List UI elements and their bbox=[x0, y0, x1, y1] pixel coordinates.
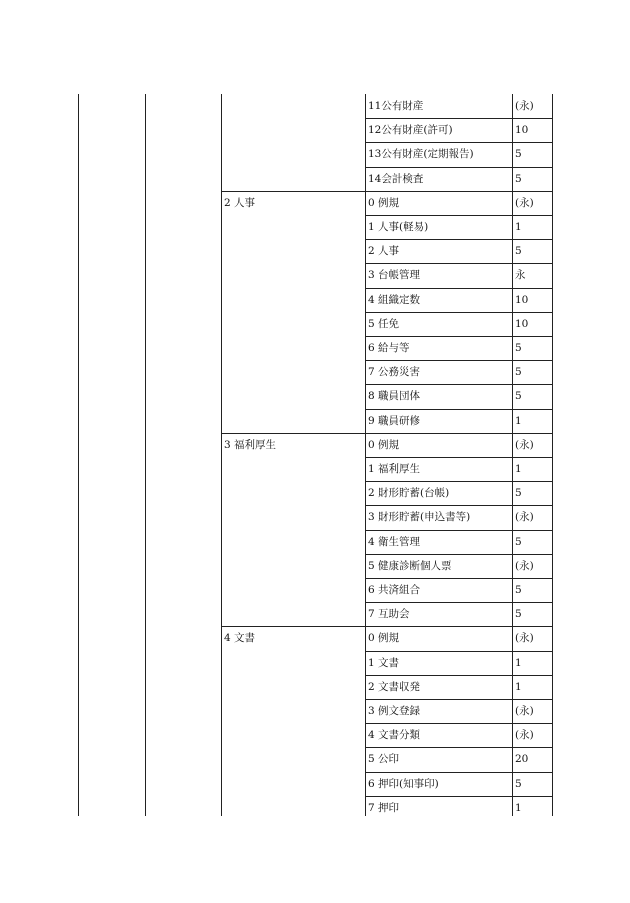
subcategory-name: 4 文書分類 bbox=[368, 729, 421, 742]
subcategory-name: 2 人事 bbox=[368, 245, 400, 258]
subcategory-name: 7 公務災害 bbox=[368, 366, 421, 379]
retention-period: 5 bbox=[515, 777, 522, 790]
subcategory-name: 13公有財産(定期報告) bbox=[368, 148, 474, 161]
retention-period: 5 bbox=[515, 535, 522, 548]
retention-period: 永 bbox=[515, 269, 526, 282]
subcategory-name: 1 文書 bbox=[368, 656, 400, 669]
subcategory-name: 6 共済組合 bbox=[368, 584, 421, 596]
subcategory-name: 3 財形貯蓄(申込書等) bbox=[368, 511, 471, 524]
subcategory-name: 1 人事(軽易) bbox=[368, 221, 429, 233]
column-rule bbox=[365, 94, 366, 816]
subcategory-name: 6 給与等 bbox=[368, 342, 410, 354]
retention-period: 5 bbox=[515, 608, 522, 621]
subcategory-name: 0 例規 bbox=[368, 632, 400, 645]
subcategory-name: 1 福利厚生 bbox=[368, 463, 421, 475]
retention-period: 1 bbox=[515, 463, 522, 475]
retention-period: 1 bbox=[515, 221, 522, 233]
column-rule bbox=[78, 94, 79, 816]
retention-period: 5 bbox=[515, 245, 522, 258]
retention-period: (永) bbox=[515, 729, 534, 742]
retention-period: 1 bbox=[515, 680, 522, 693]
column-rule bbox=[552, 94, 553, 816]
retention-period: 10 bbox=[515, 124, 529, 137]
retention-period: 5 bbox=[515, 487, 522, 500]
subcategory-name: 7 互助会 bbox=[368, 608, 410, 621]
subcategory-name: 0 例規 bbox=[368, 438, 400, 451]
subcategory-name: 5 任免 bbox=[368, 317, 400, 330]
retention-period: 10 bbox=[515, 293, 529, 306]
retention-period: (永) bbox=[515, 438, 534, 451]
retention-period: 5 bbox=[515, 172, 522, 185]
subcategory-name: 3 例文登録 bbox=[368, 705, 421, 717]
subcategory-name: 7 押印 bbox=[368, 801, 400, 814]
subcategory-name: 5 公印 bbox=[368, 753, 400, 766]
subcategory-name: 4 組織定数 bbox=[368, 293, 421, 306]
subcategory-name: 12公有財産(許可) bbox=[368, 124, 453, 137]
subcategory-name: 6 押印(知事印) bbox=[368, 777, 439, 790]
retention-period: (永) bbox=[515, 632, 534, 645]
category-label: 4 文書 bbox=[224, 632, 256, 645]
column-rule bbox=[145, 94, 146, 816]
subcategory-name: 0 例規 bbox=[368, 196, 400, 209]
retention-period: 5 bbox=[515, 584, 522, 596]
retention-period: 1 bbox=[515, 656, 522, 669]
retention-period: 1 bbox=[515, 801, 522, 814]
subcategory-name: 11公有財産 bbox=[368, 100, 424, 112]
subcategory-name: 2 財形貯蓄(台帳) bbox=[368, 487, 450, 500]
retention-period: 5 bbox=[515, 148, 522, 161]
retention-period: 10 bbox=[515, 317, 529, 330]
retention-period: 5 bbox=[515, 366, 522, 379]
subcategory-name: 8 職員団体 bbox=[368, 390, 421, 403]
subcategory-name: 5 健康診断個人票 bbox=[368, 559, 452, 572]
subcategory-name: 14会計検査 bbox=[368, 172, 424, 185]
subcategory-name: 2 文書収発 bbox=[368, 680, 421, 693]
column-rule bbox=[221, 94, 222, 816]
category-label: 3 福利厚生 bbox=[224, 438, 277, 451]
retention-period: 5 bbox=[515, 342, 522, 354]
retention-period: 20 bbox=[515, 753, 529, 766]
subcategory-name: 3 台帳管理 bbox=[368, 269, 421, 282]
retention-period: 5 bbox=[515, 390, 522, 403]
retention-period: (永) bbox=[515, 559, 534, 572]
retention-period: 1 bbox=[515, 414, 522, 427]
subcategory-name: 4 衛生管理 bbox=[368, 535, 421, 548]
retention-period: (永) bbox=[515, 511, 534, 524]
retention-period: (永) bbox=[515, 100, 534, 112]
retention-schedule-table bbox=[78, 94, 552, 816]
column-rule bbox=[512, 94, 513, 816]
category-label: 2 人事 bbox=[224, 196, 256, 209]
retention-period: (永) bbox=[515, 196, 534, 209]
retention-period: (永) bbox=[515, 705, 534, 717]
subcategory-name: 9 職員研修 bbox=[368, 414, 421, 427]
